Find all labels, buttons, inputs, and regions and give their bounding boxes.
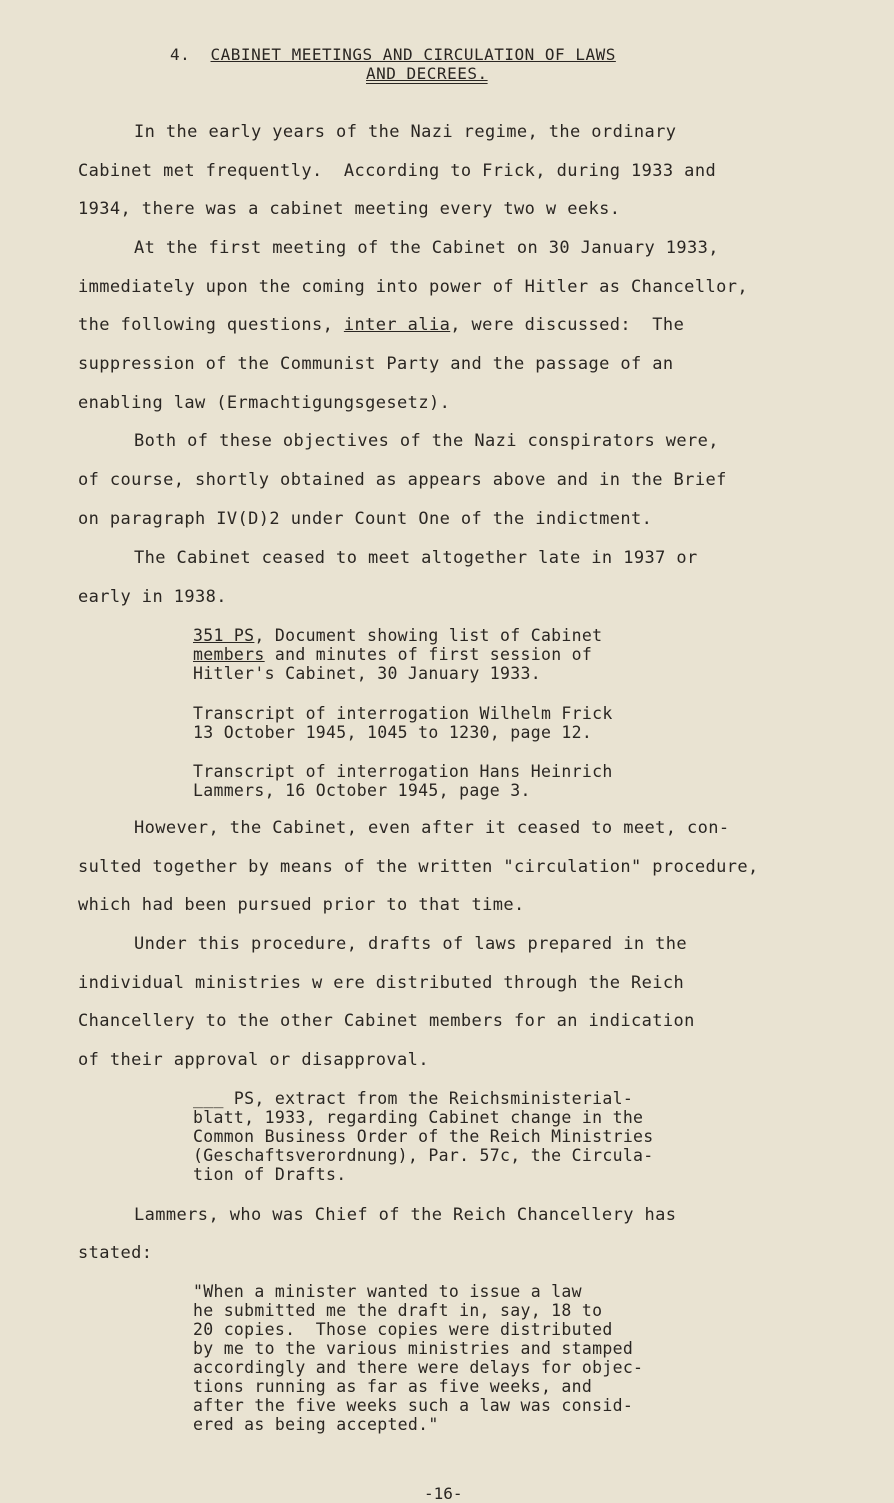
- text-line: [78, 315, 684, 335]
- latin-phrase: inter alia: [343, 315, 451, 335]
- text-line: 1934, there was a cabinet meeting every two w eeks.: [78, 199, 621, 219]
- ref-text: Transcript of interrogation Hans Heinrich: [193, 762, 613, 781]
- document-ref: ___ PS: [193, 1089, 255, 1108]
- ref-text: 13 October 1945, 1045 to 1230, page 12.: [193, 723, 593, 742]
- text-line: Lammers, who was Chief of the Reich Chancellery has: [134, 1205, 677, 1225]
- ref-text: (Geschaftsverordnung), Par. 57c, the Circula-: [193, 1146, 654, 1165]
- reference-entry: [193, 704, 613, 742]
- text-line: Both of these objectives of the Nazi conspirators were,: [134, 431, 719, 451]
- quote-line: ered as being accepted.": [193, 1415, 439, 1434]
- page-number: -16-: [424, 1484, 463, 1503]
- ref-text: blatt, 1933, regarding Cabinet change in the: [193, 1108, 644, 1127]
- ref-text: , Document showing list of Cabinet: [254, 626, 603, 645]
- text-line: on paragraph IV(D)2 under Count One of the indictment.: [78, 509, 653, 529]
- section-heading: [170, 44, 616, 66]
- ref-text: Hitler's Cabinet, 30 January 1933.: [193, 664, 541, 683]
- text-line: which had been pursued prior to that time.: [78, 895, 525, 915]
- text-line: Cabinet met frequently. According to Frick, during 1933 and: [78, 161, 717, 181]
- text-line: sulted together by means of the written "circulation" procedure,: [78, 857, 759, 877]
- text-line: enabling law (Ermachtigungsgesetz).: [78, 393, 451, 413]
- ref-text: Lammers, 16 October 1945, page 3.: [193, 781, 531, 800]
- text-line: of their approval or disapproval.: [78, 1050, 429, 1070]
- section-title-line1: CABINET MEETINGS AND CIRCULATION OF LAWS: [210, 45, 616, 64]
- text-segment: the following questions,: [78, 315, 344, 335]
- text-line: Chancellery to the other Cabinet members for an indication: [78, 1011, 695, 1031]
- text-line: The Cabinet ceased to meet altogether late in 1937 or: [134, 548, 698, 568]
- ref-text: , extract from the Reichsministerial-: [254, 1089, 634, 1108]
- section-number: 4.: [170, 45, 191, 64]
- text-line: early in 1938.: [78, 587, 227, 607]
- ref-text: tion of Drafts.: [193, 1165, 347, 1184]
- quotation-block: [193, 1282, 643, 1434]
- text-line: At the first meeting of the Cabinet on 30 January 1933,: [134, 238, 719, 258]
- ref-text: Transcript of interrogation Wilhelm Frick: [193, 704, 613, 723]
- text-line: stated:: [78, 1243, 153, 1263]
- quote-line: 20 copies. Those copies were distributed: [193, 1320, 613, 1339]
- text-line: immediately upon the coming into power of Hitler as Chancellor,: [78, 277, 748, 297]
- text-line: Under this procedure, drafts of laws prepared in the: [134, 934, 688, 954]
- text-line: In the early years of the Nazi regime, the ordinary: [134, 122, 677, 142]
- quote-line: he submitted me the draft in, say, 18 to: [193, 1301, 603, 1320]
- ref-text: Common Business Order of the Reich Ministries: [193, 1127, 654, 1146]
- quote-line: tions running as far as five weeks, and: [193, 1377, 593, 1396]
- text-line: of course, shortly obtained as appears above and in the Brief: [78, 470, 727, 490]
- quote-line: "When a minister wanted to issue a law: [193, 1282, 582, 1301]
- section-title-line2: AND DECREES.: [366, 64, 488, 83]
- text-line: However, the Cabinet, even after it ceased to meet, con-: [134, 818, 730, 838]
- quote-line: after the five weeks such a law was consid-: [193, 1396, 634, 1415]
- ref-text: members: [193, 645, 265, 664]
- document-ref: 351 PS: [193, 626, 255, 645]
- quote-line: accordingly and there were delays for objec-: [193, 1358, 644, 1377]
- reference-entry: [193, 1089, 654, 1184]
- text-segment: , were discussed: The: [450, 315, 685, 335]
- text-line: individual ministries w ere distributed through the Reich: [78, 973, 685, 993]
- reference-entry: [193, 626, 602, 683]
- quote-line: by me to the various ministries and stamped: [193, 1339, 634, 1358]
- ref-text: and minutes of first session of: [264, 645, 593, 664]
- reference-entry: [193, 762, 613, 800]
- text-line: suppression of the Communist Party and the passage of an: [78, 354, 674, 374]
